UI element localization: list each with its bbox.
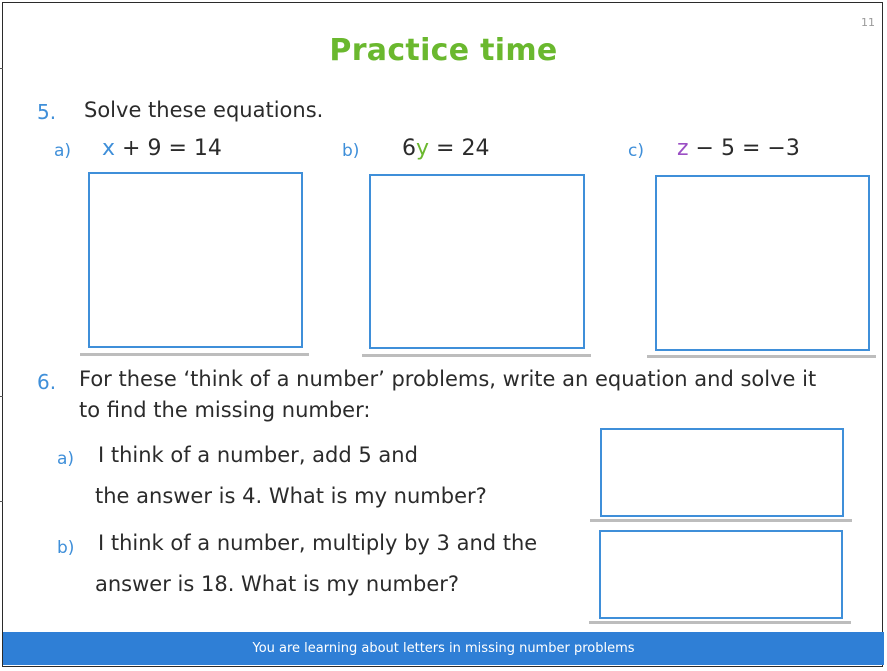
equation-rest: = 24 <box>429 136 490 161</box>
equation-rest: − 5 = −3 <box>688 136 800 161</box>
q6-part-b-line-1: I think of a number, multiply by 3 and the <box>98 531 538 555</box>
q5-part-c-equation <box>677 136 800 161</box>
q6-part-b-label: b) <box>57 538 75 558</box>
answer-box-6b[interactable] <box>599 530 843 619</box>
answer-box-5a[interactable] <box>88 172 303 348</box>
divider-line <box>362 354 591 357</box>
variable-x: x <box>102 136 116 161</box>
divider-line <box>80 353 309 356</box>
page-title: Practice time <box>329 33 558 68</box>
coefficient: 6 <box>402 136 416 161</box>
answer-box-5c[interactable] <box>655 175 870 351</box>
answer-box-5b[interactable] <box>369 174 585 349</box>
margin-tick <box>0 501 3 502</box>
variable-z: z <box>677 136 689 161</box>
q5-part-a-equation <box>102 136 222 161</box>
question-6-prompt-line-2: to find the missing number: <box>79 398 371 422</box>
learning-objective-banner <box>3 632 884 665</box>
question-5-prompt: Solve these equations. <box>84 98 324 122</box>
equation-rest: + 9 = 14 <box>115 136 222 161</box>
q6-part-a-line-2: the answer is 4. What is my number? <box>95 484 487 508</box>
q5-part-b-equation <box>402 136 489 161</box>
learning-objective-text: You are learning about letters in missing number problems <box>252 641 635 656</box>
variable-y: y <box>416 136 430 161</box>
page-number: 11 <box>861 16 875 29</box>
q5-part-c-label: c) <box>628 141 644 161</box>
question-6-prompt-line-1: For these ‘think of a number’ problems, write an equation and solve it <box>79 367 817 391</box>
q5-part-a-label: a) <box>54 141 72 161</box>
divider-line <box>647 355 876 358</box>
margin-tick <box>0 396 3 397</box>
q5-part-b-label: b) <box>342 141 360 161</box>
q6-part-a-line-1: I think of a number, add 5 and <box>98 443 418 467</box>
divider-line <box>589 621 851 624</box>
q6-part-a-label: a) <box>57 449 75 469</box>
margin-tick <box>0 68 3 69</box>
question-5-number: 5. <box>37 100 57 124</box>
q6-part-b-line-2: answer is 18. What is my number? <box>95 572 460 596</box>
divider-line <box>590 519 852 522</box>
question-6-number: 6. <box>37 370 57 394</box>
answer-box-6a[interactable] <box>600 428 844 517</box>
